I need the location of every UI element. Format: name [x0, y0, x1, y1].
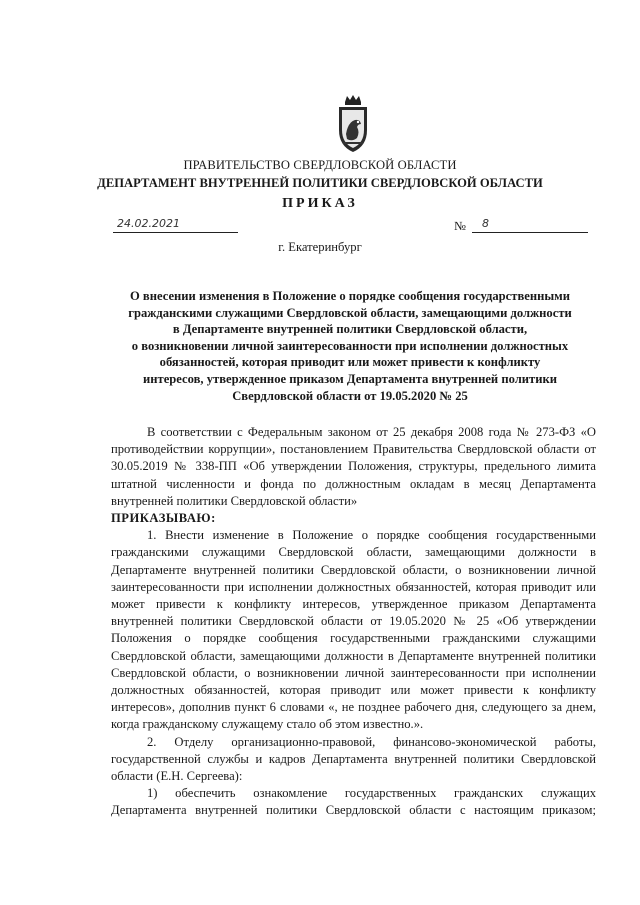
- org-line-government: ПРАВИТЕЛЬСТВО СВЕРДЛОВСКОЙ ОБЛАСТИ: [183, 158, 457, 172]
- order-heading: ПРИКАЗЫВАЮ:: [111, 511, 216, 526]
- subject-line: О внесении изменения в Положение о порядке сообщения государственными: [129, 289, 571, 303]
- document-subject: [100, 288, 600, 404]
- subject-line: гражданскими служащими Свердловской области, замещающими должности: [128, 305, 572, 320]
- item-2-1-paragraph: 1) обеспечить ознакомление государственных гражданских служащих Департамента внутренней политики Свердловской области с настоящим приказом;: [111, 786, 596, 818]
- document-type-title: ПРИКАЗ: [282, 196, 358, 211]
- date-field: [113, 217, 238, 233]
- subject-line: в Департаменте внутренней политики Свердловской области,: [172, 322, 528, 337]
- number-field: [472, 217, 588, 233]
- handwritten-date: 24.02.2021: [117, 217, 180, 230]
- coat-of-arms-emblem: [333, 94, 373, 154]
- document-body: [111, 424, 596, 820]
- subject-line: о возникновении личной заинтересованности при исполнении должностных: [131, 338, 569, 353]
- subject-line: Свердловской области от 19.05.2020 № 25: [232, 388, 468, 403]
- subject-line: интересов, утвержденное приказом Департамента внутренней политики: [143, 371, 557, 386]
- org-line-department: ДЕПАРТАМЕНТ ВНУТРЕННЕЙ ПОЛИТИКИ СВЕРДЛОВСКОЙ ОБЛАСТИ: [97, 176, 543, 190]
- number-label: №: [454, 219, 466, 233]
- subject-line: обязанностей, которая приводит или может привести к конфликту: [159, 355, 541, 370]
- preamble-paragraph: В соответствии с Федеральным законом от 25 декабря 2008 года № 273-ФЗ «О противодействии коррупции», постановлением Правительства Свердловской области от 30.05.2019 № 338-ПП «Об утверждении Положения, структуры, предельного лимита штатной численности и фонда по должностным окладам в месяц Департамента внутренней политики Свердловской области»: [111, 425, 596, 508]
- item-2-paragraph: 2. Отделу организационно-правовой, финансово-экономической работы, государственной службы и кадров Департамента внутренней политики Свердловской области (Е.Н. Сергеева):: [111, 734, 596, 784]
- item-1-paragraph: 1. Внести изменение в Положение о порядке сообщения государственными гражданскими служащими Свердловской области, замещающими должности в Департаменте внутренней политики Свердловской области, о возникновении личной заинтересованности при исполнении должностных обязанностей, которая приводит или может привести к конфликту интересов, утвержденное приказом Департамента внутренней политики Свердловской области от 19.05.2020 № 25 «Об утверждении Положения о порядке сообщения государственными гражданскими служащими Свердловской области, замещающими должности в Департаменте внутренней политики Свердловской области, о возникновении личной заинтересованности при исполнении должностных обязанностей, которая приводит или может привести к конфликту интересов», дополнив пункт 6 словами «, не позднее рабочего дня, следующего за днем, когда гражданскому служащему стало об этом известно.».: [111, 528, 596, 732]
- sverdlovsk-coat-of-arms-icon: [333, 94, 373, 154]
- city-line: г. Екатеринбург: [278, 240, 362, 254]
- handwritten-number: 8: [482, 217, 489, 230]
